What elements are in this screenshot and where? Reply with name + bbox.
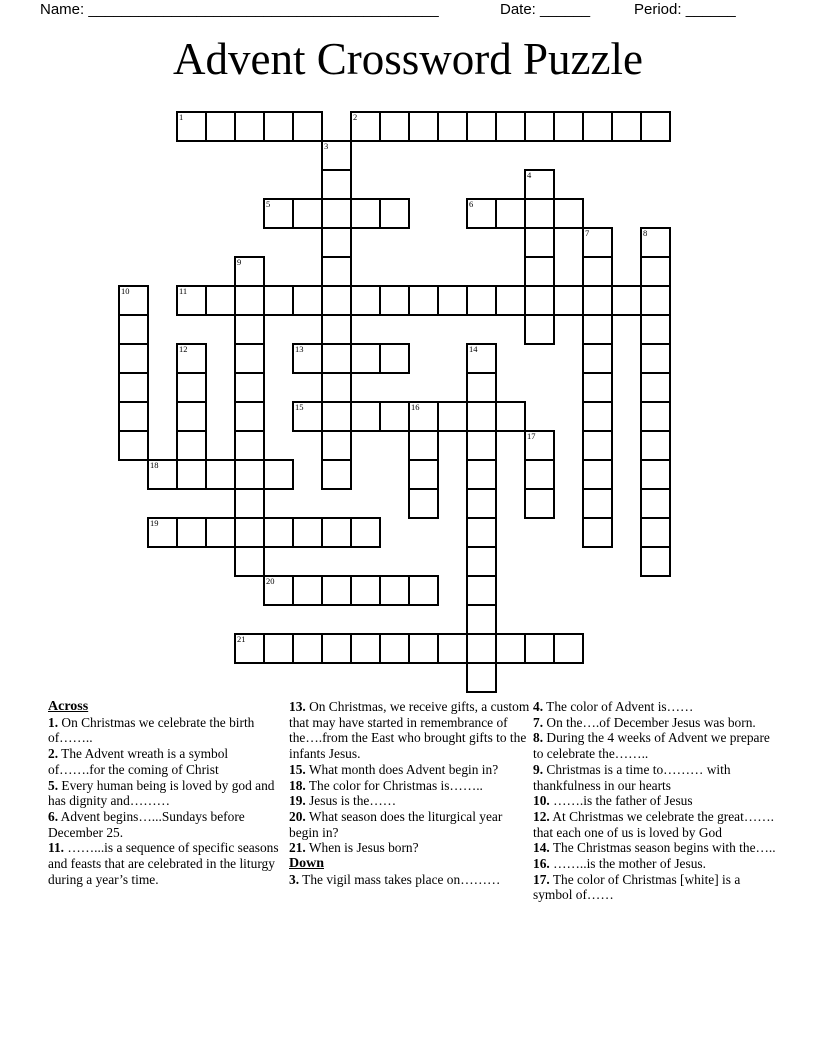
clue-item-13: 13. On Christmas, we receive gifts, a custom that may have started in remembrance of the….from the East who brought gifts to the infants Jesus. xyxy=(289,699,530,762)
grid-cell[interactable] xyxy=(640,343,671,374)
grid-cell[interactable] xyxy=(466,459,497,490)
grid-cell[interactable] xyxy=(466,633,497,664)
grid-cell[interactable] xyxy=(350,575,381,606)
grid-cell[interactable] xyxy=(640,430,671,461)
grid-cell[interactable] xyxy=(147,459,178,490)
grid-cell[interactable] xyxy=(524,198,555,229)
grid-cell[interactable] xyxy=(408,430,439,461)
grid-cell[interactable] xyxy=(582,111,613,142)
grid-cell[interactable] xyxy=(118,401,149,432)
grid-cell[interactable] xyxy=(234,285,265,316)
grid-cell[interactable] xyxy=(205,517,236,548)
grid-cell[interactable] xyxy=(466,517,497,548)
grid-cell[interactable] xyxy=(466,401,497,432)
grid-cell[interactable] xyxy=(524,488,555,519)
grid-cell[interactable] xyxy=(495,401,526,432)
grid-cell[interactable] xyxy=(524,459,555,490)
grid-cell[interactable] xyxy=(234,314,265,345)
grid-cell[interactable] xyxy=(234,256,265,287)
grid-cell[interactable] xyxy=(582,517,613,548)
grid-cell[interactable] xyxy=(408,459,439,490)
grid-cell[interactable] xyxy=(582,256,613,287)
grid-cell[interactable] xyxy=(350,401,381,432)
grid-cell[interactable] xyxy=(118,314,149,345)
grid-cell[interactable] xyxy=(379,111,410,142)
grid-cell[interactable] xyxy=(437,633,468,664)
grid-cell[interactable] xyxy=(466,604,497,635)
clue-item-5: 5. Every human being is loved by god and has dignity and……… xyxy=(48,777,275,809)
grid-cell[interactable] xyxy=(292,111,323,142)
grid-cell[interactable] xyxy=(524,430,555,461)
clue-item-10: 10. …….is the father of Jesus xyxy=(533,793,693,809)
clue-item-14: 14. The Christmas season begins with the….. xyxy=(533,840,776,856)
grid-cell[interactable] xyxy=(350,198,381,229)
clue-number: 7 xyxy=(585,228,590,238)
grid-cell[interactable] xyxy=(611,111,642,142)
clue-number: 6 xyxy=(469,199,474,209)
grid-cell[interactable] xyxy=(466,285,497,316)
grid-cell[interactable] xyxy=(234,459,265,490)
grid-cell[interactable] xyxy=(292,285,323,316)
grid-cell[interactable] xyxy=(582,430,613,461)
grid-cell[interactable] xyxy=(640,459,671,490)
grid-cell[interactable] xyxy=(321,401,352,432)
grid-cell[interactable] xyxy=(234,517,265,548)
clue-number: 4 xyxy=(527,170,532,180)
grid-cell[interactable] xyxy=(466,662,497,693)
clue-item-20: 20. What season does the liturgical year begin in? xyxy=(289,808,503,840)
clue-number: 9 xyxy=(237,257,242,267)
grid-cell[interactable] xyxy=(640,285,671,316)
clue-column-1 xyxy=(48,699,288,887)
grid-cell[interactable] xyxy=(176,459,207,490)
crossword-grid xyxy=(118,111,671,693)
clue-number: 3 xyxy=(324,141,329,151)
grid-cell[interactable] xyxy=(466,546,497,577)
grid-cell[interactable] xyxy=(582,285,613,316)
clue-item-6: 6. Advent begins…...Sundays before December 25. xyxy=(48,808,245,840)
grid-cell[interactable] xyxy=(379,633,410,664)
clue-item-9: 9. Christmas is a time to……… with thankfulness in our hearts xyxy=(533,761,731,793)
clue-number: 8 xyxy=(643,228,648,238)
period-blank-line[interactable]: ______ xyxy=(685,1,736,18)
grid-cell[interactable] xyxy=(553,285,584,316)
grid-cell[interactable] xyxy=(234,111,265,142)
grid-cell[interactable] xyxy=(321,633,352,664)
grid-cell[interactable] xyxy=(495,285,526,316)
grid-cell[interactable] xyxy=(321,430,352,461)
grid-cell[interactable] xyxy=(321,198,352,229)
grid-cell[interactable] xyxy=(176,285,207,316)
name-blank-line[interactable]: __________________________________________ xyxy=(88,1,439,18)
grid-cell[interactable] xyxy=(292,633,323,664)
grid-cell[interactable] xyxy=(234,343,265,374)
clue-item-18: 18. The color for Christmas is…….. xyxy=(289,777,483,793)
grid-cell[interactable] xyxy=(176,517,207,548)
clue-item-11: 11. ……...is a sequence of specific seasons and feasts that are celebrated in the liturgy during a year’s time. xyxy=(48,840,279,887)
grid-cell[interactable] xyxy=(234,488,265,519)
grid-cell[interactable] xyxy=(234,401,265,432)
grid-cell[interactable] xyxy=(176,401,207,432)
clue-number: 12 xyxy=(179,344,188,354)
grid-cell[interactable] xyxy=(234,372,265,403)
grid-cell[interactable] xyxy=(524,633,555,664)
grid-cell[interactable] xyxy=(379,401,410,432)
clue-item-16: 16. ……..is the mother of Jesus. xyxy=(533,856,706,872)
grid-cell[interactable] xyxy=(350,517,381,548)
grid-cell[interactable] xyxy=(292,198,323,229)
clue-item-8: 8. During the 4 weeks of Advent we prepare to celebrate the…….. xyxy=(533,730,770,762)
grid-cell[interactable] xyxy=(176,430,207,461)
grid-cell[interactable] xyxy=(466,430,497,461)
grid-cell[interactable] xyxy=(466,488,497,519)
grid-cell[interactable] xyxy=(582,314,613,345)
grid-cell[interactable] xyxy=(553,111,584,142)
grid-cell[interactable] xyxy=(321,517,352,548)
grid-cell[interactable] xyxy=(263,575,294,606)
grid-cell[interactable] xyxy=(263,285,294,316)
grid-cell[interactable] xyxy=(234,546,265,577)
grid-cell[interactable] xyxy=(582,459,613,490)
grid-cell[interactable] xyxy=(495,198,526,229)
header xyxy=(0,0,816,24)
grid-cell[interactable] xyxy=(582,401,613,432)
clue-column-2 xyxy=(289,699,533,887)
grid-cell[interactable] xyxy=(437,401,468,432)
grid-cell[interactable] xyxy=(524,314,555,345)
name-field xyxy=(40,1,439,18)
grid-cell[interactable] xyxy=(466,372,497,403)
grid-cell[interactable] xyxy=(263,198,294,229)
grid-cell[interactable] xyxy=(118,430,149,461)
clue-number: 15 xyxy=(295,402,304,412)
grid-cell[interactable] xyxy=(408,285,439,316)
grid-cell[interactable] xyxy=(379,575,410,606)
grid-cell[interactable] xyxy=(350,343,381,374)
grid-cell[interactable] xyxy=(640,546,671,577)
grid-cell[interactable] xyxy=(553,633,584,664)
grid-cell[interactable] xyxy=(495,111,526,142)
clue-number: 21 xyxy=(237,634,246,644)
grid-cell[interactable] xyxy=(292,575,323,606)
grid-cell[interactable] xyxy=(408,575,439,606)
grid-cell[interactable] xyxy=(350,285,381,316)
grid-cell[interactable] xyxy=(321,227,352,258)
grid-cell[interactable] xyxy=(350,633,381,664)
grid-cell[interactable] xyxy=(524,285,555,316)
clue-number: 18 xyxy=(150,460,159,470)
grid-cell[interactable] xyxy=(263,459,294,490)
clue-item-17: 17. The color of Christmas [white] is a symbol of…… xyxy=(533,871,741,903)
grid-cell[interactable] xyxy=(640,401,671,432)
period-label: Period: xyxy=(634,1,682,18)
grid-cell[interactable] xyxy=(234,633,265,664)
grid-cell[interactable] xyxy=(379,198,410,229)
grid-cell[interactable] xyxy=(582,227,613,258)
grid-cell[interactable] xyxy=(524,256,555,287)
grid-cell[interactable] xyxy=(118,285,149,316)
grid-cell[interactable] xyxy=(524,169,555,200)
grid-cell[interactable] xyxy=(437,111,468,142)
clue-column-3 xyxy=(533,699,776,903)
clue-item-4: 4. The color of Advent is…… xyxy=(533,699,694,714)
clue-number: 1 xyxy=(179,112,184,122)
grid-cell[interactable] xyxy=(118,343,149,374)
clue-item-7: 7. On the….of December Jesus was born. xyxy=(533,714,756,730)
clue-number: 20 xyxy=(266,576,275,586)
clue-number: 17 xyxy=(527,431,536,441)
grid-cell[interactable] xyxy=(321,343,352,374)
grid-cell[interactable] xyxy=(321,575,352,606)
grid-cell[interactable] xyxy=(147,517,178,548)
grid-cell[interactable] xyxy=(524,227,555,258)
grid-cell[interactable] xyxy=(553,198,584,229)
page-title: Advent Crossword Puzzle xyxy=(173,34,643,84)
clue-number: 19 xyxy=(150,518,159,528)
grid-cell[interactable] xyxy=(408,111,439,142)
clue-number: 16 xyxy=(411,402,420,412)
grid-cell[interactable] xyxy=(582,488,613,519)
grid-cell[interactable] xyxy=(640,256,671,287)
grid-cell[interactable] xyxy=(466,343,497,374)
grid-cell[interactable] xyxy=(205,111,236,142)
clue-number: 11 xyxy=(179,286,188,296)
grid-cell[interactable] xyxy=(321,140,352,171)
clue-item-21: 21. When is Jesus born? xyxy=(289,840,419,856)
grid-cell[interactable] xyxy=(466,198,497,229)
clue-item-12: 12. At Christmas we celebrate the great……. that each one of us is loved by God xyxy=(533,808,774,840)
grid-cell[interactable] xyxy=(118,372,149,403)
across-heading: Across xyxy=(48,699,89,714)
grid-cell[interactable] xyxy=(611,285,642,316)
grid-cell[interactable] xyxy=(408,488,439,519)
grid-cell[interactable] xyxy=(263,517,294,548)
grid-cell[interactable] xyxy=(321,169,352,200)
grid-cell[interactable] xyxy=(582,372,613,403)
grid-cell[interactable] xyxy=(263,633,294,664)
grid-cell[interactable] xyxy=(408,401,439,432)
grid-cell[interactable] xyxy=(321,256,352,287)
grid-cell[interactable] xyxy=(466,575,497,606)
grid-cell[interactable] xyxy=(640,488,671,519)
clue-number: 2 xyxy=(353,112,358,122)
grid-cell[interactable] xyxy=(263,111,294,142)
clue-number: 13 xyxy=(295,344,304,354)
clue-item-1: 1. On Christmas we celebrate the birth of…….. xyxy=(48,714,255,746)
date-blank-line[interactable]: ______ xyxy=(540,1,591,18)
grid-cell[interactable] xyxy=(176,372,207,403)
date-label: Date: xyxy=(500,1,536,18)
grid-cell[interactable] xyxy=(640,227,671,258)
clue-item-3: 3. The vigil mass takes place on……… xyxy=(289,871,501,887)
grid-cell[interactable] xyxy=(292,343,323,374)
down-heading: Down xyxy=(289,856,325,872)
grid-cell[interactable] xyxy=(379,285,410,316)
grid-cell[interactable] xyxy=(640,517,671,548)
date-field xyxy=(500,1,590,18)
clue-number: 5 xyxy=(266,199,271,209)
clue-item-19: 19. Jesus is the…… xyxy=(289,793,397,809)
grid-cell[interactable] xyxy=(379,343,410,374)
grid-cell[interactable] xyxy=(466,111,497,142)
grid-cell[interactable] xyxy=(640,111,671,142)
grid-cell[interactable] xyxy=(205,285,236,316)
grid-cell[interactable] xyxy=(408,633,439,664)
clue-number: 14 xyxy=(469,344,478,354)
grid-cell[interactable] xyxy=(176,343,207,374)
grid-cell[interactable] xyxy=(321,314,352,345)
grid-cell[interactable] xyxy=(292,517,323,548)
clue-number: 10 xyxy=(121,286,130,296)
grid-cell[interactable] xyxy=(176,111,207,142)
grid-cell[interactable] xyxy=(321,372,352,403)
clue-item-15: 15. What month does Advent begin in? xyxy=(289,761,499,777)
grid-cell[interactable] xyxy=(234,430,265,461)
grid-cell[interactable] xyxy=(350,111,381,142)
grid-cell[interactable] xyxy=(292,401,323,432)
grid-cell[interactable] xyxy=(321,459,352,490)
grid-cell[interactable] xyxy=(640,314,671,345)
grid-cell[interactable] xyxy=(524,111,555,142)
grid-cell[interactable] xyxy=(640,372,671,403)
grid-cell[interactable] xyxy=(205,459,236,490)
name-label: Name: xyxy=(40,1,85,18)
grid-cell[interactable] xyxy=(321,285,352,316)
grid-cell[interactable] xyxy=(437,285,468,316)
grid-cell[interactable] xyxy=(582,343,613,374)
clue-item-2: 2. The Advent wreath is a symbol of…….for the coming of Christ xyxy=(48,746,229,777)
period-field xyxy=(634,1,736,18)
grid-cell[interactable] xyxy=(495,633,526,664)
